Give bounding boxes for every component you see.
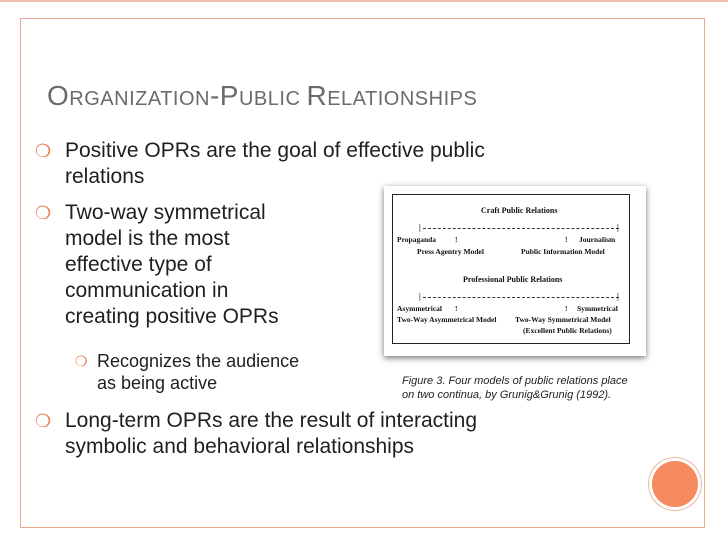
sub-bullet-line-2: as being active <box>97 373 218 393</box>
slide-title: ORGANIZATION-PUBLIC RELATIONSHIPS <box>47 80 478 111</box>
figure-diagram <box>392 194 630 344</box>
bullet-2-line-5: creating positive OPRs <box>65 305 279 328</box>
label-asymmetrical: Asymmetrical <box>397 304 442 313</box>
top-accent-line <box>0 0 728 2</box>
craft-title: Craft Public Relations <box>481 206 558 215</box>
prof-mid-tick-2: ! <box>565 304 568 313</box>
bullet-2-line-4: communication in <box>65 279 229 302</box>
craft-mid-tick-1: ! <box>455 235 458 244</box>
circle-bullet-icon: ❍ <box>35 411 52 431</box>
sub-bullet <box>75 350 357 394</box>
craft-mid-tick-2: ! <box>565 235 568 244</box>
label-two-way-symmetrical: Two-Way Symmetrical Model <box>515 315 611 324</box>
craft-right-tick: | <box>617 223 619 232</box>
bullet-2 <box>35 200 365 330</box>
prof-mid-tick-1: ! <box>455 304 458 313</box>
sub-bullet-line-1: Recognizes the audience <box>97 351 300 371</box>
caption-line-2: on two continua, by Grunig&Grunig (1992). <box>402 389 612 401</box>
label-propaganda: Propaganda <box>397 235 437 244</box>
label-press-agentry: Press Agentry Model <box>417 247 484 256</box>
circle-bullet-icon: ❍ <box>35 141 52 161</box>
bullet-1 <box>35 138 585 190</box>
bullet-2-line-3: effective type of <box>65 253 212 276</box>
figure-image <box>384 186 646 356</box>
professional-title: Professional Public Relations <box>463 275 563 284</box>
label-journalism: Journalism <box>579 235 616 244</box>
bullet-3-line-2: symbolic and behavioral relationships <box>65 435 415 458</box>
prof-left-tick: | <box>419 292 421 301</box>
craft-left-tick: | <box>419 223 421 232</box>
decorative-circle <box>649 458 701 510</box>
craft-continuum-line <box>423 228 619 229</box>
figure-caption <box>402 374 662 402</box>
bullet-3-line-1: Long-term OPRs are the result of interacting <box>65 409 478 432</box>
circle-bullet-icon: ❍ <box>35 203 52 223</box>
caption-line-1: Figure 3. Four models of public relations place <box>402 375 628 387</box>
prof-right-tick: | <box>617 292 619 301</box>
label-two-way-asymmetrical: Two-Way Asymmetrical Model <box>397 315 497 324</box>
label-public-information: Public Information Model <box>521 247 605 256</box>
bullet-3 <box>35 408 585 460</box>
bullet-2-line-1: Two-way symmetrical <box>65 201 266 224</box>
professional-continuum-line <box>423 297 619 298</box>
bullet-1-line-1: Positive OPRs are the goal of effective public <box>65 139 485 162</box>
bullet-1-line-2: relations <box>65 165 145 188</box>
label-excellent-pr: (Excellent Public Relations) <box>523 326 612 335</box>
circle-bullet-icon: ❍ <box>75 353 88 369</box>
bullet-2-line-2: model is the most <box>65 227 230 250</box>
label-symmetrical: Symmetrical <box>577 304 618 313</box>
